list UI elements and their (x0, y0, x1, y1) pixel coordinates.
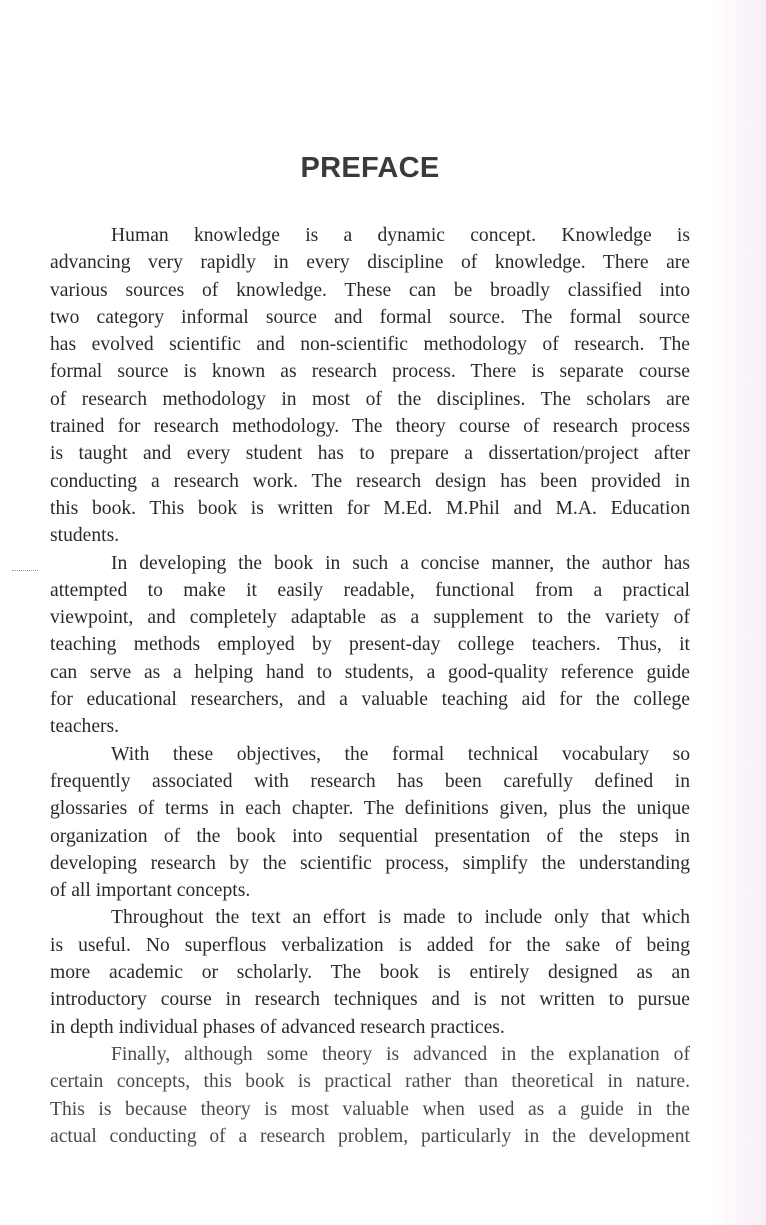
text-line: is useful. No superflous verbalization is added for the sake of being (50, 934, 690, 956)
text-line: this book. This book is written for M.Ed. M.Phil and M.A. Education (50, 497, 690, 519)
text-line: certain concepts, this book is practical rather than theoretical in nature. (50, 1071, 690, 1093)
paragraph-1 (50, 222, 690, 550)
text-line: students. (50, 525, 120, 547)
text-line: more academic or scholarly. The book is entirely designed as an (50, 962, 690, 984)
text-line: In developing the book in such a concise manner, the author has (111, 552, 690, 574)
text-line: of research methodology in most of the disciplines. The scholars are (50, 388, 690, 410)
text-line: can serve as a helping hand to students, a good-quality reference guide (50, 661, 690, 683)
text-line: glossaries of terms in each chapter. The definitions given, plus the unique (50, 798, 690, 820)
text-line: teaching methods employed by present-day college teachers. Thus, it (50, 634, 690, 656)
text-line: formal source is known as research process. There is separate course (50, 361, 690, 383)
text-line: teachers. (50, 716, 120, 738)
text-line: conducting a research work. The research design has been provided in (50, 470, 690, 492)
paragraph-3 (50, 741, 690, 905)
text-line: of all important concepts. (50, 880, 251, 902)
text-line: has evolved scientific and non-scientific methodology of research. The (50, 334, 690, 356)
text-line: for educational researchers, and a valuable teaching aid for the college (50, 689, 690, 711)
paragraph-2 (50, 550, 690, 741)
paragraph-5 (50, 1041, 690, 1150)
text-line: in depth individual phases of advanced research practices. (50, 1016, 505, 1038)
text-line: attempted to make it easily readable, functional from a practical (50, 579, 690, 601)
margin-mark (12, 570, 38, 571)
text-line: developing research by the scientific process, simplify the understanding (50, 852, 690, 874)
preface-body (50, 222, 690, 1150)
document-page (50, 148, 690, 1150)
text-line: viewpoint, and completely adaptable as a supplement to the variety of (50, 607, 690, 629)
text-line: This is because theory is most valuable when used as a guide in the (50, 1098, 690, 1120)
text-line: advancing very rapidly in every discipline of knowledge. There are (50, 252, 690, 274)
text-line: Finally, although some theory is advanced in the explanation of (111, 1043, 690, 1065)
text-line: actual conducting of a research problem, particularly in the development (50, 1125, 690, 1147)
text-line: trained for research methodology. The theory course of research process (50, 416, 690, 438)
text-line: introductory course in research techniques and is not written to pursue (50, 989, 690, 1011)
text-line: various sources of knowledge. These can be broadly classified into (50, 279, 690, 301)
text-line: Throughout the text an effort is made to include only that which (111, 907, 690, 929)
text-line: Human knowledge is a dynamic concept. Knowledge is (111, 225, 690, 246)
text-line: frequently associated with research has been carefully defined in (50, 770, 690, 792)
text-line: is taught and every student has to prepare a dissertation/project after (50, 443, 690, 465)
text-line: With these objectives, the formal technical vocabulary so (111, 743, 690, 765)
text-line: two category informal source and formal source. The formal source (50, 306, 690, 328)
paragraph-4 (50, 904, 690, 1040)
page-title: PREFACE (300, 152, 440, 184)
text-line: organization of the book into sequential presentation of the steps in (50, 825, 690, 847)
